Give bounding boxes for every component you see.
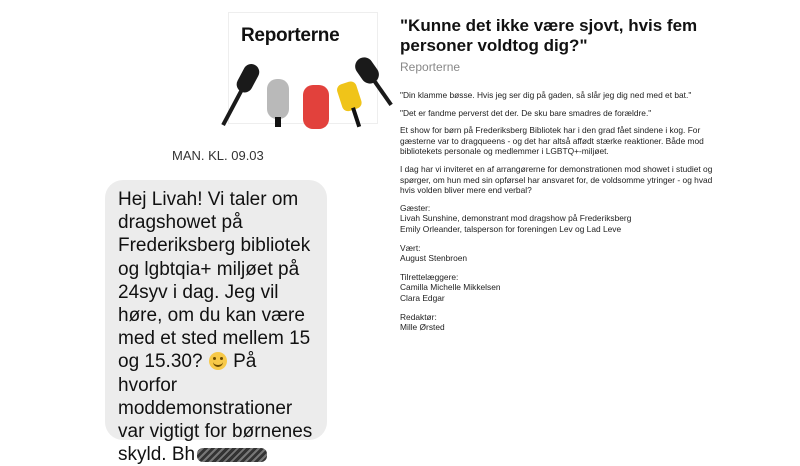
producers-section bbox=[400, 272, 720, 304]
redacted-name bbox=[197, 448, 267, 462]
guest-item: Emily Orleander, talsperson for foreningen Lev og Lad Leve bbox=[400, 223, 622, 234]
message-text bbox=[118, 188, 317, 466]
producers-label: Tilrettelæggere: bbox=[400, 271, 459, 282]
guests-label: Gæster: bbox=[400, 202, 431, 213]
episode-quote: "Det er fandme perverst det der. De sku bare smadres de forældre." bbox=[400, 107, 652, 118]
episode-paragraph: I dag har vi inviteret en af arrangørerne for demonstrationen mod showet i studiet og spørger, om hun med sin opførsel har ansvaret for, de voldsomme ytringer - og hvad hvis volden bliver mere end verbal? bbox=[400, 163, 713, 196]
episode-title: "Kunne det ikke være sjovt, hvis fem personer voldtog dig?" bbox=[400, 16, 698, 55]
editor-label: Redaktør: bbox=[400, 311, 437, 322]
message-timestamp: MAN. KL. 09.03 bbox=[172, 148, 264, 163]
message-body-continued: På hvorfor moddemonstrationer var vigtigt for børnenes skyld. Bh bbox=[118, 351, 313, 466]
guests-section bbox=[400, 203, 720, 235]
podcast-artwork bbox=[228, 12, 378, 124]
message-body: Hej Livah! Vi taler om dragshowet på Frederiksberg bibliotek og lgbtqia+ miljøet på 24syv i dag. Jeg vil høre, om du kan være med et sted mellem 15 og 15.30? bbox=[118, 189, 311, 373]
host-section bbox=[400, 243, 720, 264]
guest-item: Livah Sunshine, demonstrant mod dragshow på Frederiksberg bbox=[400, 213, 632, 224]
host-label: Vært: bbox=[400, 242, 421, 253]
episode-description bbox=[400, 90, 720, 333]
editor-section bbox=[400, 312, 720, 333]
producer-name: Clara Edgar bbox=[400, 292, 445, 303]
episode-panel bbox=[400, 16, 720, 341]
podcast-logo-title: Reporterne bbox=[241, 25, 340, 46]
editor-name: Mille Ørsted bbox=[400, 322, 445, 333]
message-bubble bbox=[105, 180, 327, 466]
smiley-emoji-icon bbox=[209, 352, 227, 370]
episode-quote: "Din klamme bøsse. Hvis jeg ser dig på gaden, så slår jeg dig ned med et bat." bbox=[400, 90, 692, 100]
episode-channel[interactable]: Reporterne bbox=[400, 60, 461, 74]
host-name: August Stenbroen bbox=[400, 253, 468, 264]
producer-name: Camilla Michelle Mikkelsen bbox=[400, 282, 501, 293]
episode-paragraph: Et show for børn på Frederiksberg Bibliotek har i den grad fået sindene i kog. For gæsterne var to dragqueens - og det har altså affødt stærke reaktioner. Både mod bibliotekets personale og medlemmer i LGBTQ+-miljøet. bbox=[400, 125, 704, 157]
